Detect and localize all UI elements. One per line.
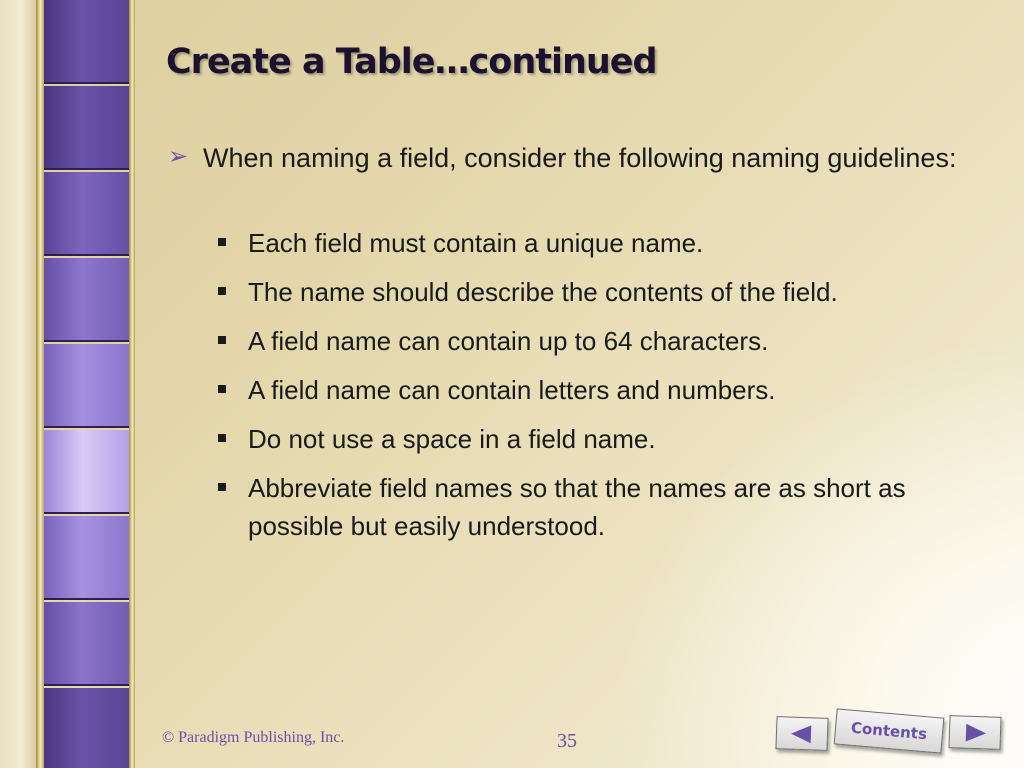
copyright-notice: © Paradigm Publishing, Inc. bbox=[162, 729, 345, 746]
gold-bar-left bbox=[36, 0, 44, 768]
guideline-text: Do not use a space in a field name. bbox=[248, 424, 656, 454]
main-bullet-text: When naming a field, consider the following naming guidelines: bbox=[203, 143, 957, 173]
square-bullet-icon bbox=[218, 385, 226, 393]
guideline-text: A field name can contain letters and numbers. bbox=[248, 375, 776, 405]
guideline-text: A field name can contain up to 64 characters. bbox=[248, 326, 769, 356]
purple-tile bbox=[44, 688, 129, 768]
purple-tile bbox=[44, 516, 129, 600]
purple-tile bbox=[44, 172, 129, 256]
purple-tile bbox=[44, 86, 129, 170]
gold-bar-right bbox=[129, 0, 135, 768]
next-slide-button[interactable] bbox=[948, 715, 1001, 750]
main-bullet-point bbox=[168, 138, 958, 178]
triangle-left-icon bbox=[791, 725, 812, 744]
contents-button[interactable] bbox=[834, 708, 945, 753]
purple-tile bbox=[44, 430, 129, 514]
guideline-text: Each field must contain a unique name. bbox=[248, 228, 704, 258]
guideline-item bbox=[214, 469, 984, 545]
arrow-bullet-icon: ➢ bbox=[168, 143, 189, 170]
guideline-item bbox=[214, 322, 984, 360]
purple-tile bbox=[44, 0, 129, 84]
purple-tile bbox=[44, 258, 129, 342]
decorative-left-strip bbox=[0, 0, 135, 768]
purple-tile bbox=[44, 602, 129, 686]
guideline-item bbox=[214, 224, 984, 262]
guideline-item bbox=[214, 420, 984, 458]
guideline-item bbox=[214, 371, 984, 409]
contents-label: Contents bbox=[850, 718, 928, 744]
purple-tile bbox=[44, 344, 129, 428]
square-bullet-icon bbox=[218, 238, 226, 246]
previous-slide-button[interactable] bbox=[775, 716, 828, 751]
page-number: 35 bbox=[557, 730, 577, 752]
triangle-right-icon bbox=[966, 724, 987, 743]
square-bullet-icon bbox=[218, 434, 226, 442]
slide-title: Create a Table…continued bbox=[166, 42, 657, 82]
purple-tile-column bbox=[44, 0, 129, 768]
square-bullet-icon bbox=[218, 336, 226, 344]
guideline-item bbox=[214, 273, 984, 311]
guideline-text: The name should describe the contents of the field. bbox=[248, 277, 838, 307]
strip-background bbox=[0, 0, 36, 768]
square-bullet-icon bbox=[218, 483, 226, 491]
guideline-text: Abbreviate field names so that the names are as short as possible but easily understood. bbox=[248, 473, 906, 541]
square-bullet-icon bbox=[218, 287, 226, 295]
guidelines-list bbox=[214, 224, 984, 556]
